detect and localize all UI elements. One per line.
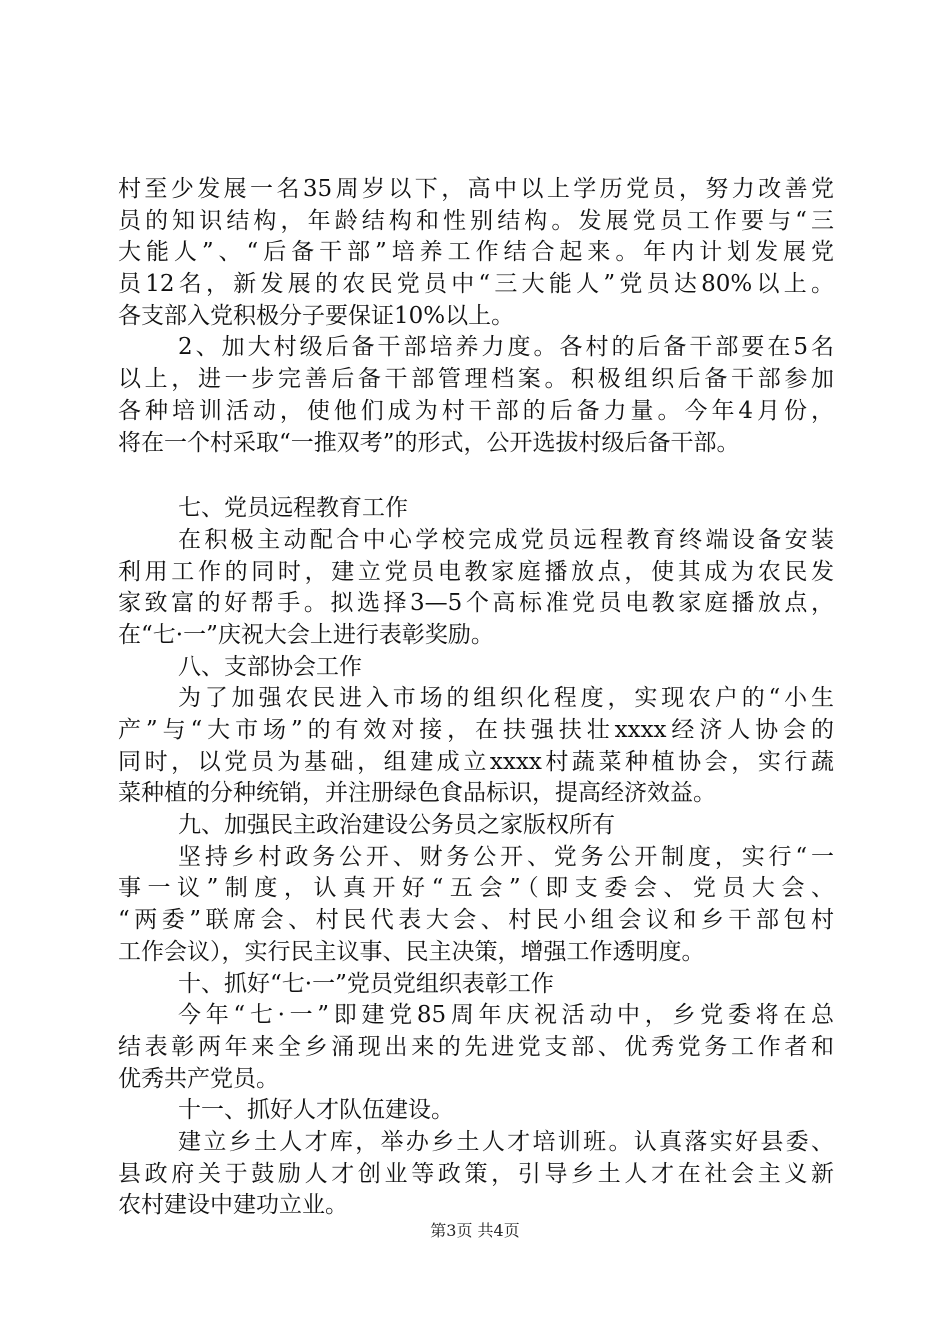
- document-body: [118, 174, 834, 1222]
- paragraph-line: 2、加大村级后备干部培养力度。各村的后备干部要在5名: [178, 334, 834, 361]
- paragraph-line: 各种培训活动，使他们成为村干部的后备力量。今年4月份，: [118, 397, 834, 424]
- section-gap: [118, 459, 834, 493]
- section-heading: 九、加强民主政治建设公务员之家版权所有: [178, 812, 615, 839]
- paragraph-line: 村至少发展一名35周岁以下，高中以上学历党员，努力改善党: [118, 176, 834, 202]
- paragraph-line: 菜种植的分种统销，并注册绿色食品标识，提高经济效益。: [118, 780, 716, 807]
- paragraph-line: 优秀共产党员。: [118, 1065, 279, 1092]
- section-heading: 十、抓好“七·一”党员党组织表彰工作: [178, 970, 554, 997]
- paragraph-line: 各支部入党积极分子要保证10%以上。: [118, 302, 515, 329]
- paragraph-line: 以上，进一步完善后备干部管理档案。积极组织后备干部参加: [118, 366, 834, 393]
- paragraph-line: 利用工作的同时，建立党员电教家庭播放点，使其成为农民发: [118, 558, 834, 585]
- paragraph-line: 将在一个村采取“一推双考”的形式，公开选拔村级后备干部。: [118, 429, 740, 456]
- paragraph-line: 坚持乡村政务公开、财务公开、党务公开制度，实行“一: [178, 843, 834, 870]
- paragraph-line: 产”与“大市场”的有效对接，在扶强扶壮xxxx经济人协会的: [118, 717, 834, 743]
- paragraph-line: 县政府关于鼓励人才创业等政策，引导乡土人才在社会主义新: [118, 1160, 834, 1187]
- paragraph-line: “两委”联席会、村民代表大会、村民小组会议和乡干部包村: [118, 907, 834, 934]
- paragraph-line: 大能人”、“后备干部”培养工作结合起来。年内计划发展党: [118, 239, 834, 266]
- paragraph-line: 在“七·一”庆祝大会上进行表彰奖励。: [118, 621, 494, 648]
- paragraph-line: 结表彰两年来全乡涌现出来的先进党支部、优秀党务工作者和: [118, 1033, 834, 1060]
- paragraph-line: 农村建设中建功立业。: [118, 1192, 348, 1219]
- paragraph-line: 家致富的好帮手。拟选择3—5个高标准党员电教家庭播放点，: [118, 590, 834, 617]
- section-heading: 十一、抓好人才队伍建设。: [178, 1097, 454, 1124]
- paragraph-line: 工作会议），实行民主议事、民主决策，增强工作透明度。: [118, 938, 705, 965]
- paragraph-line: 同时，以党员为基础，组建成立xxxx村蔬菜种植协会，实行蔬: [118, 748, 834, 775]
- paragraph-line: 员的知识结构，年龄结构和性别结构。发展党员工作要与“三: [118, 207, 834, 234]
- paragraph-line: 事一议”制度，认真开好“五会”（即支委会、党员大会、: [118, 875, 834, 902]
- paragraph-line: 今年“七·一”即建党85周年庆祝活动中，乡党委将在总: [178, 1002, 834, 1029]
- paragraph-line: 员12名，新发展的农民党员中“三大能人”党员达80%以上。: [118, 271, 834, 298]
- page-footer: [0, 1218, 950, 1241]
- paragraph-line: 在积极主动配合中心学校完成党员远程教育终端设备安装: [178, 526, 834, 553]
- paragraph-line: 建立乡土人才库，举办乡土人才培训班。认真落实好县委、: [178, 1128, 834, 1155]
- section-heading: 八、支部协会工作: [178, 653, 362, 680]
- paragraph-line: 为了加强农民进入市场的组织化程度，实现农户的“小生: [178, 685, 834, 712]
- section-heading: 七、党员远程教育工作: [178, 495, 408, 522]
- page-number: 第3页 共4页: [430, 1221, 520, 1240]
